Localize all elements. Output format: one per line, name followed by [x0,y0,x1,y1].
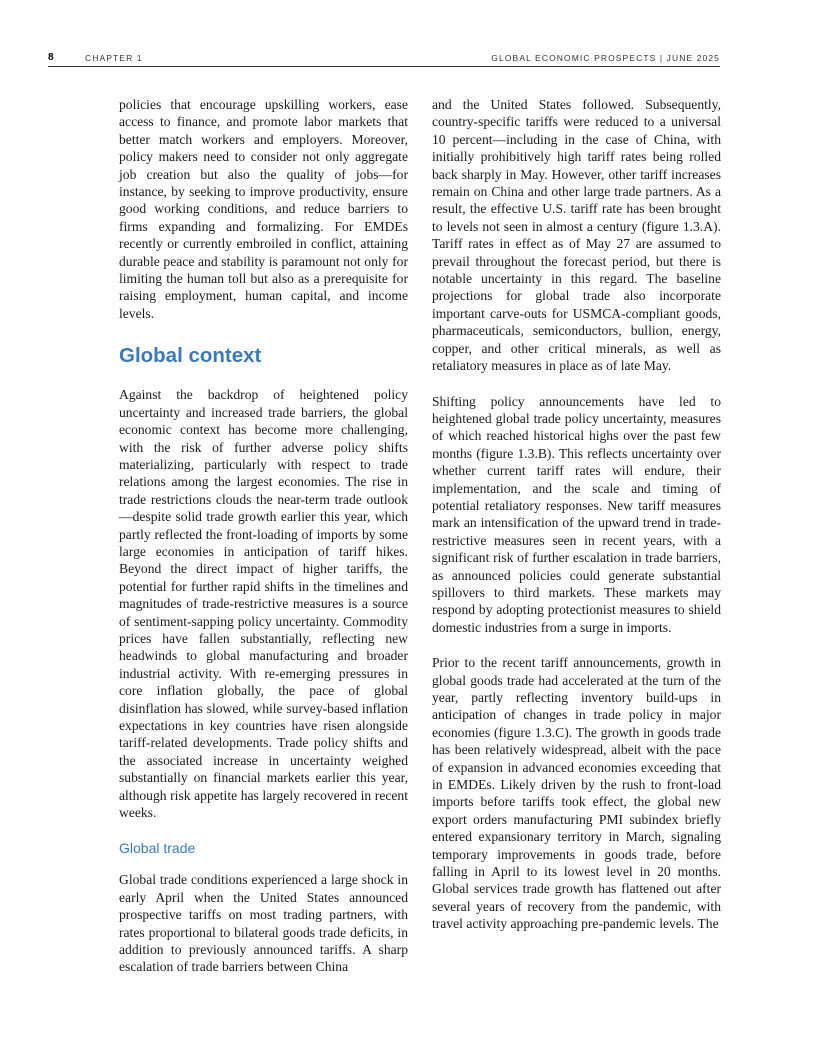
subsection-heading-global-trade: Global trade [119,840,196,857]
goods-trade-paragraph: Prior to the recent tariff announcements, growth in global goods trade had accelerated at the turn of the year, partly reflecting inventory build-ups in anticipation of changes in trade policy in major economies (figure 1.3.C). The growth in goods trade has been relatively widespread, albeit with the pace of expansion in advanced economies exceeding that in EMDEs. Likely driven by the rush to front-load imports before tariffs took effect, the global new export orders manufacturing PMI subindex briefly entered expansionary territory in March, signaling temporary improvements in goods trade, before falling in April to its lowest level in 20 months. Global services trade growth has flattened out after several years of recovery from the pandemic, with travel activity approaching pre-pandemic levels. The [432,655,721,932]
running-header [48,52,720,67]
publication-label: GLOBAL ECONOMIC PROSPECTS | JUNE 2025 [491,53,720,63]
intro-paragraph: policies that encourage upskilling workers, ease access to finance, and promote labor markets that better match workers and employers. Moreover, policy makers need to consider not only aggregate job creation but also the quality of jobs—for instance, by seeking to improve productivity, ensure good working conditions, and reduce barriers to firms expanding and formalizing. For EMDEs recently or currently embroiled in conflict, attaining durable peace and stability is paramount not only for limiting the human toll but also as a prerequisite for raising employment, human capital, and income levels. [119,97,408,321]
page-number: 8 [48,52,54,63]
tariff-paragraph: and the United States followed. Subsequently, country-specific tariffs were reduced to a universal 10 percent—including in the case of China, with initially prohibitively high tariff rates being rolled back sharply in May. However, other tariff increases remain on China and other large trade partners. As a result, the effective U.S. tariff rate has been brought to levels not seen in almost a century (figure 1.3.A). Tariff rates in effect as of May 27 are assumed to prevail throughout the forecast period, but there is notable uncertainty in this regard. The baseline projections for global trade also incorporate important carve-outs for USMCA-compliant goods, pharmaceuticals, semiconductors, bullion, energy, copper, and other critical minerals, as well as retaliatory measures in place as of late May. [432,97,721,374]
section-heading-global-context: Global context [119,344,262,368]
left-column [119,96,408,994]
chapter-label: CHAPTER 1 [85,53,143,63]
global-trade-paragraph: Global trade conditions experienced a large shock in early April when the United States announced prospective tariffs on most trading partners, with rates proportional to bilateral goods trade deficits, in addition to previously announced tariffs. A sharp escalation of trade barriers between China [119,872,408,975]
right-column [432,96,721,951]
global-context-paragraph: Against the backdrop of heightened policy uncertainty and increased trade barriers, the global economic context has become more challenging, with the risk of further adverse policy shifts materializing, particularly with respect to trade relations among the largest economies. The rise in trade restrictions clouds the near-term trade outlook—despite solid trade growth earlier this year, which partly reflected the front-loading of imports by some large economies in anticipation of tariff hikes. Beyond the direct impact of higher tariffs, the potential for further rapid shifts in the timelines and magnitudes of trade-restrictive measures is a source of sentiment-sapping policy uncertainty. Commodity prices have fallen substantially, reflecting new headwinds to global manufacturing and broader industrial activity. With re-emerging pressures in core inflation globally, the pace of global disinflation has slowed, while survey-based inflation expectations in key countries have risen alongside tariff-related developments. Trade policy shifts and the associated increase in uncertainty weighed substantially on financial markets earlier this year, although risk appetite has largely recovered in recent weeks. [119,387,408,821]
policy-uncertainty-paragraph: Shifting policy announcements have led to heightened global trade policy uncertainty, measures of which reached historical highs over the past few months (figure 1.3.B). This reflects uncertainty over whether current tariff rates will endure, their implementation, and the scale and timing of potential retaliatory responses. New tariff measures mark an intensification of the upward trend in trade-restrictive measures seen in recent years, with a significant risk of further escalation in trade barriers, as announced policies could generate substantial spillovers to third markets. These markets may respond by adopting protectionist measures to shield domestic industries from a surge in imports. [432,393,721,635]
